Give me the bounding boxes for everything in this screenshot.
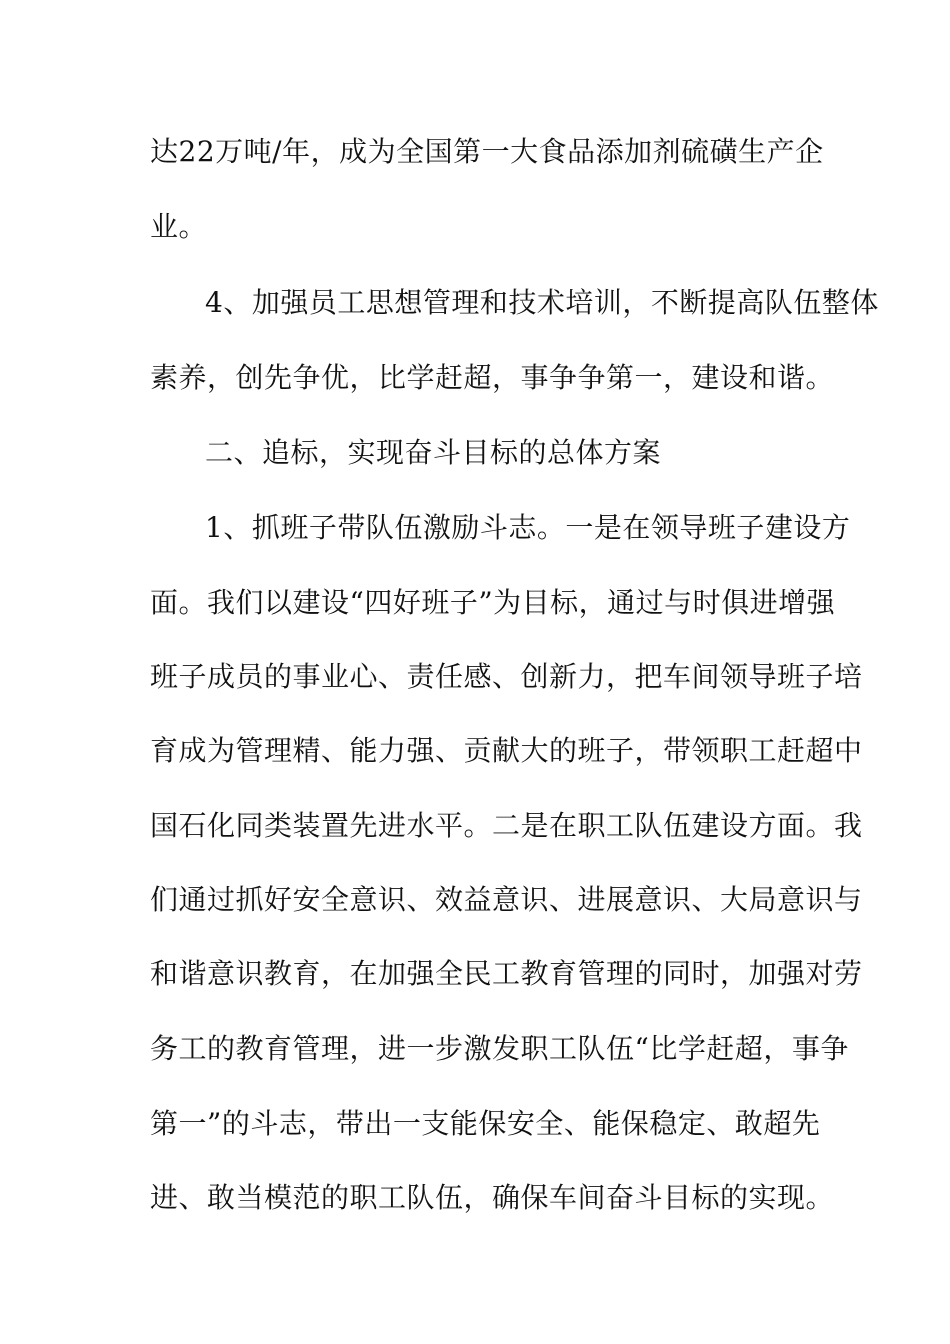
text-line: 业。: [150, 210, 208, 243]
text-line: 和谐意识教育，在加强全民工教育管理的同时，加强对劳: [150, 957, 863, 990]
text-line: 素养，创先争优，比学赶超，事争争第一，建设和谐。: [150, 361, 835, 394]
text-line: 育成为管理精、能力强、贡献大的班子，带领职工赶超中: [150, 734, 863, 767]
text-line: 面。我们以建设“四好班子”为目标，通过与时俱进增强: [150, 586, 836, 619]
text-line: 们通过抓好安全意识、效益意识、进展意识、大局意识与: [150, 883, 863, 916]
text-line: 班子成员的事业心、责任感、创新力，把车间领导班子培: [150, 660, 863, 693]
text-line: 达22万吨/年，成为全国第一大食品添加剂硫磺生产企: [150, 135, 824, 168]
section-heading: 二、追标，实现奋斗目标的总体方案: [205, 436, 662, 469]
text-line: 进、敢当模范的职工队伍，确保车间奋斗目标的实现。: [150, 1181, 835, 1214]
text-line: 1、抓班子带队伍激励斗志。一是在领导班子建设方: [205, 511, 851, 544]
text-line: 务工的教育管理，进一步激发职工队伍“比学赶超，事争: [150, 1032, 849, 1065]
text-line: 第一”的斗志，带出一支能保安全、能保稳定、敢超先: [150, 1107, 821, 1140]
text-line: 国石化同类装置先进水平。二是在职工队伍建设方面。我: [150, 809, 863, 842]
text-line: 4、加强员工思想管理和技术培训，不断提高队伍整体: [205, 286, 879, 319]
